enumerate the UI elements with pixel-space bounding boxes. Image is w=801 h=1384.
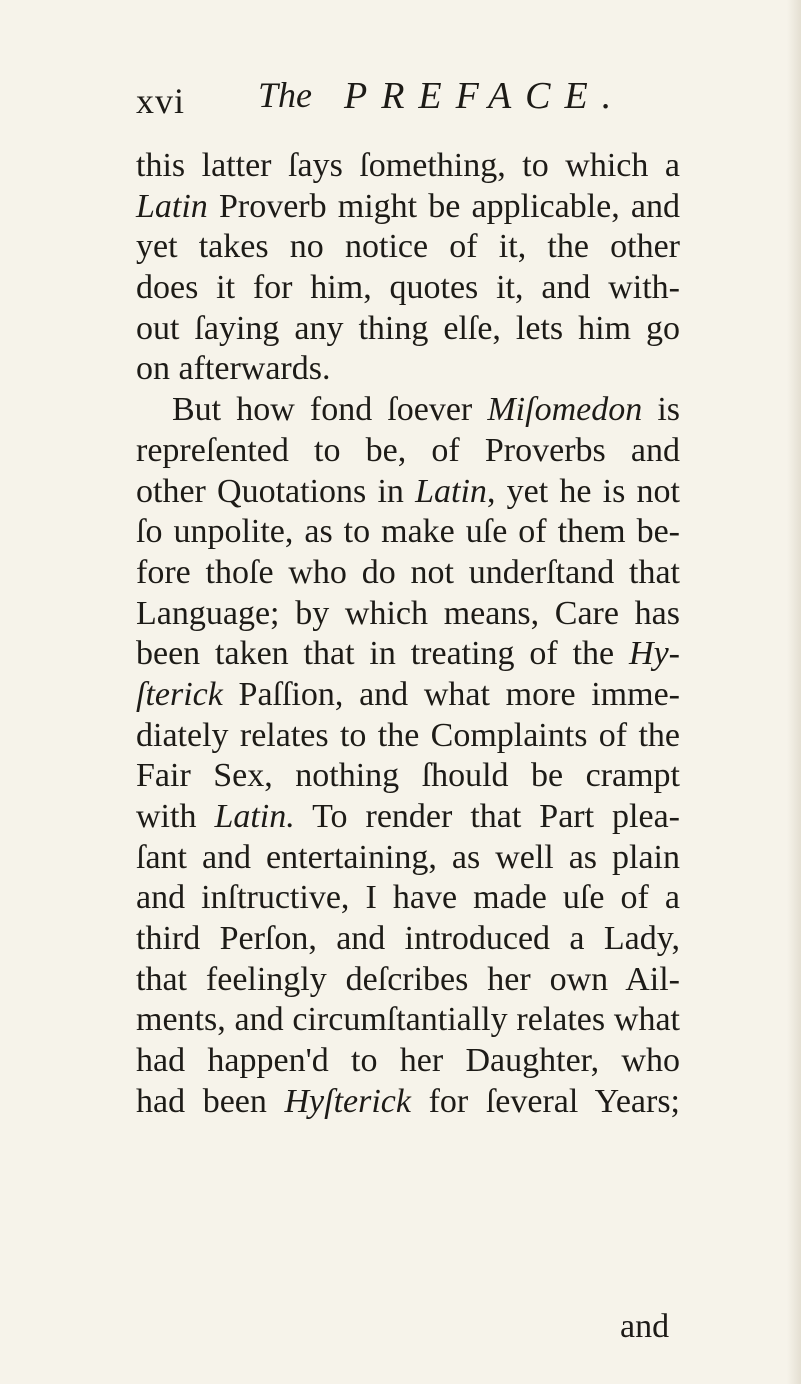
italic-text: Miſomedon [487, 391, 643, 429]
roman-text: Paſſion, and what more imme- [222, 675, 680, 713]
text-line [136, 268, 680, 309]
text-line [136, 594, 680, 635]
text-line [136, 390, 680, 431]
roman-text: had happen'd to her Daughter, who [136, 1042, 680, 1080]
roman-text: other Quotations in [136, 472, 416, 510]
roman-text: with [136, 798, 215, 835]
text-line [136, 756, 680, 797]
running-head-title: PREFACE. [344, 75, 626, 117]
text-line [136, 716, 680, 757]
text-line [136, 1000, 680, 1041]
text-line [136, 675, 680, 716]
page-number: xvi [136, 81, 186, 121]
roman-text: on afterwards. [136, 350, 331, 388]
roman-text: To render that Part plea- [294, 798, 680, 835]
text-line [136, 1082, 680, 1123]
roman-text: ſo unpolite, as to make uſe of them be- [136, 513, 680, 551]
italic-text: Latin [415, 472, 487, 510]
roman-text: for ſeveral Years; [410, 1082, 680, 1120]
roman-text: is [642, 391, 680, 429]
roman-text: yet takes no notice of it, the other [136, 228, 680, 266]
text-line [136, 838, 680, 879]
text-line [136, 146, 680, 187]
roman-text: third Perſon, and introduced a Lady, [136, 920, 680, 958]
italic-text: ſterick [136, 675, 223, 713]
text-line [136, 553, 680, 594]
text-line [136, 797, 680, 838]
text-line [136, 472, 680, 513]
roman-text: and inſtructive, I have made uſe of a [136, 879, 680, 917]
roman-text: fore thoſe who do not underſtand that [136, 553, 680, 591]
roman-text: Proverb might be applicable, and [207, 187, 680, 225]
text-line [136, 1041, 680, 1082]
running-head-article: The [258, 75, 312, 115]
text-line [136, 512, 680, 553]
roman-text: diately relates to the Complaints of the [136, 716, 680, 754]
roman-text: had been [136, 1082, 285, 1120]
roman-text: out ſaying any thing elſe, lets him go [136, 309, 680, 347]
text-line [136, 309, 680, 350]
italic-text: Latin. [214, 798, 295, 835]
page-edge-shadow [787, 0, 801, 1384]
catchword: and [620, 1308, 670, 1345]
text-line [136, 960, 680, 1001]
roman-text: that feelingly deſcribes her own Ail- [136, 960, 680, 998]
italic-text: Hy- [629, 635, 680, 673]
roman-text: Language; by which means, Care has [136, 594, 680, 632]
italic-text: Latin [136, 187, 208, 225]
text-line [136, 919, 680, 960]
roman-text: But how fond ſoever [172, 391, 488, 429]
roman-text: repreſented to be, of Proverbs and [136, 431, 680, 469]
text-line [136, 187, 680, 228]
text-line [136, 227, 680, 268]
text-line [136, 431, 680, 472]
roman-text: does it for him, quotes it, and with- [136, 269, 680, 307]
roman-text: ments, and circumſtantially relates what [136, 1001, 680, 1039]
text-line [136, 878, 680, 919]
roman-text: ſant and entertaining, as well as plain [136, 838, 680, 876]
roman-text: , yet he is not [486, 472, 680, 510]
italic-text: Hyſterick [284, 1082, 411, 1120]
text-line [136, 349, 680, 390]
running-header [136, 74, 696, 130]
roman-text: been taken that in treating of the [136, 635, 630, 673]
preface-body-text [136, 146, 680, 1123]
roman-text: Fair Sex, nothing ſhould be crampt [136, 757, 680, 795]
roman-text: this latter ſays ſomething, to which a [136, 147, 680, 184]
text-line [136, 634, 680, 675]
